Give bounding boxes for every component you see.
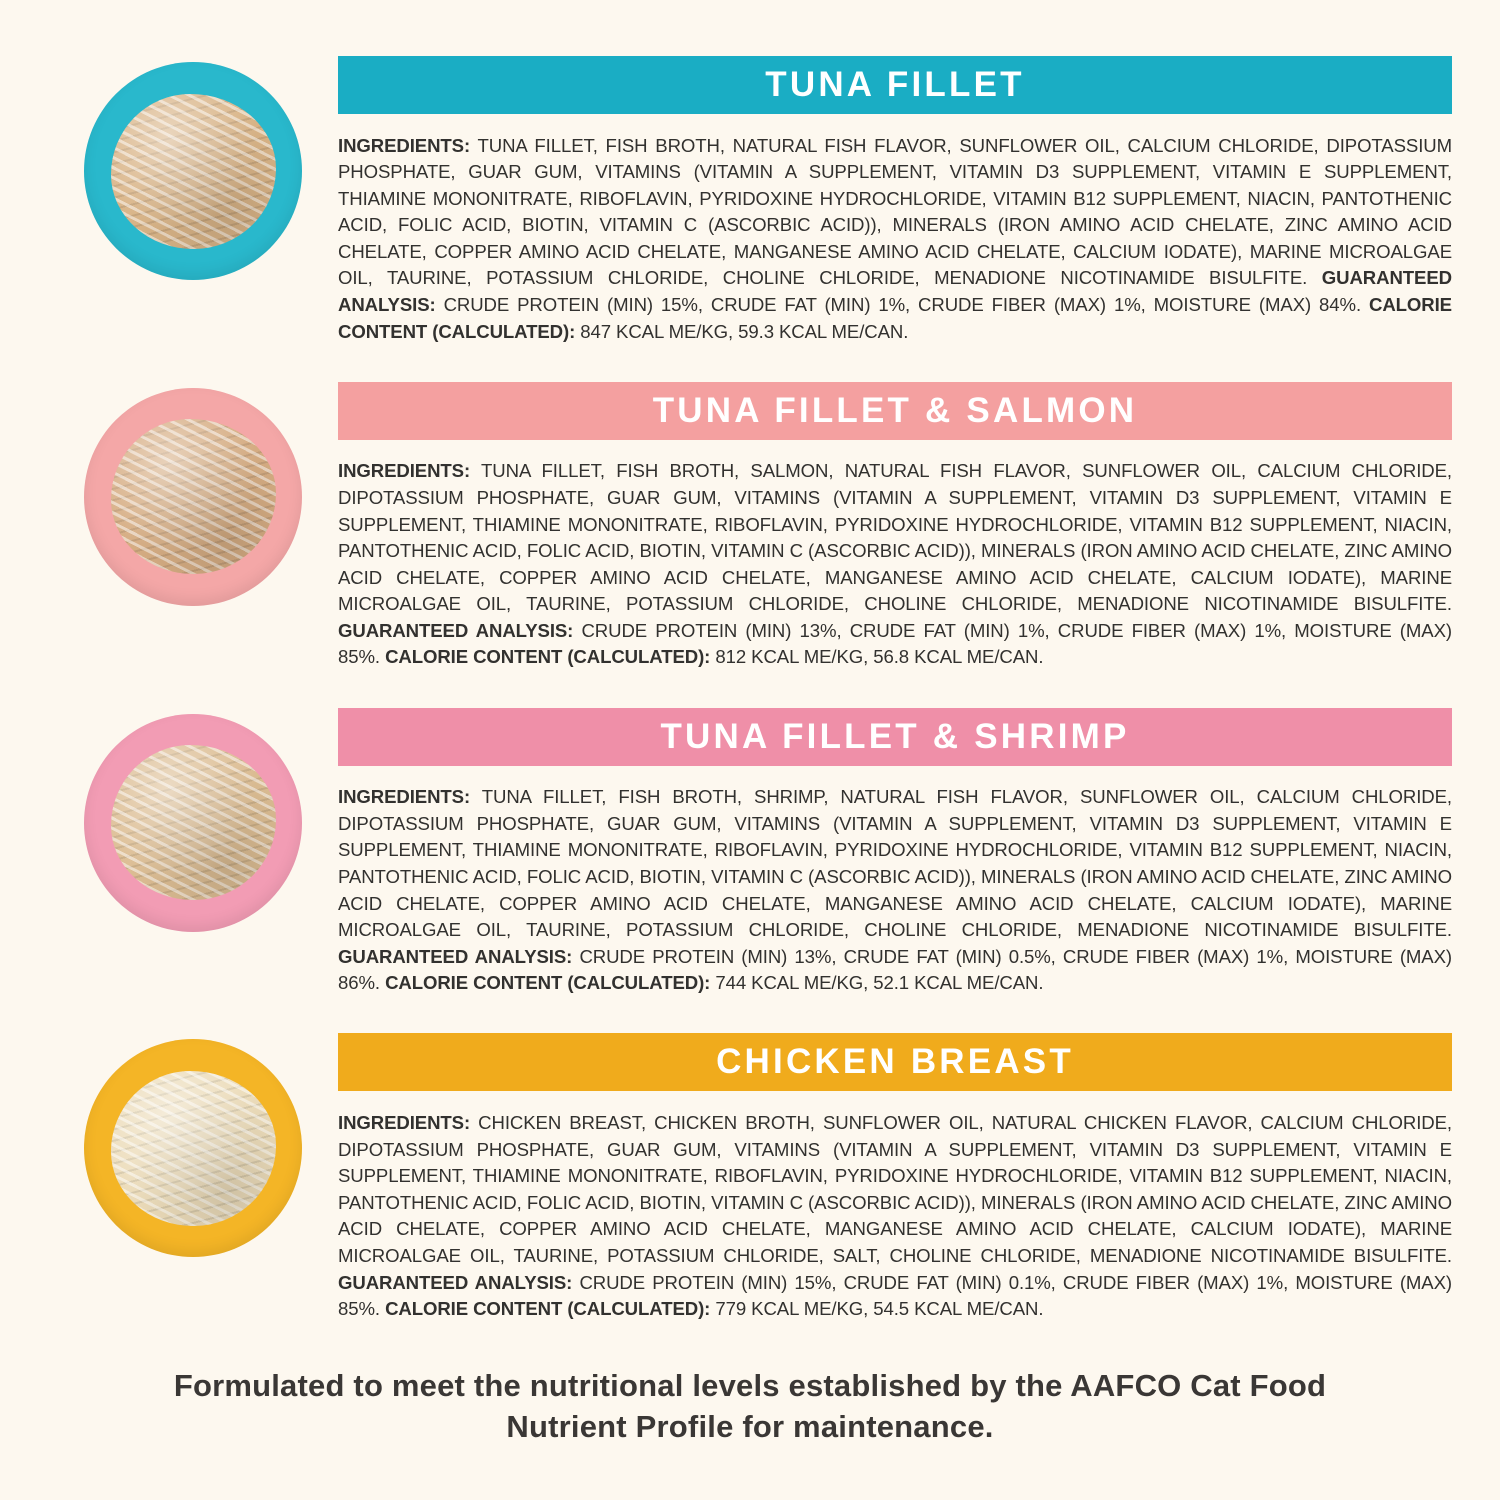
variant-title: TUNA FILLET [765, 65, 1025, 104]
food-portion-icon [111, 419, 276, 574]
calorie-content-text: 847 KCAL ME/KG, 59.3 KCAL ME/CAN. [580, 320, 909, 342]
variant-row [48, 708, 1452, 1016]
plate-icon [84, 1039, 302, 1257]
plate-icon [84, 388, 302, 606]
guaranteed-analysis-text: CRUDE PROTEIN (MIN) 13%, CRUDE FAT (MIN) 1%, CRUDE FIBER (MAX) 1%, MOISTURE (MAX) 85%. [338, 619, 1452, 668]
food-portion-icon [111, 94, 276, 249]
plate-image-cell [48, 382, 338, 606]
calorie-content-label: CALORIE CONTENT (CALCULATED): [385, 972, 711, 994]
variant-content [338, 56, 1452, 364]
plate-image-cell [48, 1033, 338, 1257]
guaranteed-analysis-label: GUARANTEED ANALYSIS: [338, 1271, 573, 1293]
guaranteed-analysis-label: GUARANTEED ANALYSIS: [338, 267, 1452, 316]
ingredients-text: CHICKEN BREAST, CHICKEN BROTH, SUNFLOWER OIL, NATURAL CHICKEN FLAVOR, CALCIUM CHLORIDE, DIPOTASSIUM PHOSPHATE, GUAR GUM, VITAMINS (VITAMIN A SUPPLEMENT, VITAMIN D3 SUPPLEMENT, VITAMIN E SUPPLEMENT, THIAMINE MONONITRATE, RIBOFLAVIN, PYRIDOXINE HYDROCHLORIDE, VITAMIN B12 SUPPLEMENT, NIACIN, PANTOTHENIC ACID, FOLIC ACID, BIOTIN, VITAMIN C (ASCORBIC ACID)), MINERALS (IRON AMINO ACID CHELATE, ZINC AMINO ACID CHELATE, COPPER AMINO ACID CHELATE, MANGANESE AMINO ACID CHELATE, CALCIUM IODATE), MARINE MICROALGAE OIL, TAURINE, POTASSIUM CHLORIDE, SALT, CHOLINE CHLORIDE, MENADIONE NICOTINAMIDE BISULFITE. [338, 1112, 1452, 1266]
calorie-content-label: CALORIE CONTENT (CALCULATED): [338, 294, 1452, 342]
variant-content [338, 708, 1452, 1016]
variant-title: TUNA FILLET & SHRIMP [660, 716, 1130, 756]
plate-icon [84, 62, 302, 280]
food-portion-icon [111, 1071, 276, 1226]
variant-banner [338, 1033, 1452, 1091]
variant-title: TUNA FILLET & SALMON [652, 390, 1138, 430]
plate-image-cell [48, 56, 338, 280]
variant-content [338, 382, 1452, 690]
food-portion-icon [111, 745, 276, 900]
ingredients-label: INGREDIENTS: [338, 460, 471, 482]
guaranteed-analysis-text: CRUDE PROTEIN (MIN) 13%, CRUDE FAT (MIN) 0.5%, CRUDE FIBER (MAX) 1%, MOISTURE (MAX) 86%. [338, 945, 1452, 994]
ingredients-text: TUNA FILLET, FISH BROTH, SHRIMP, NATURAL FISH FLAVOR, SUNFLOWER OIL, CALCIUM CHLORIDE, DIPOTASSIUM PHOSPHATE, GUAR GUM, VITAMINS (VITAMIN A SUPPLEMENT, VITAMIN D3 SUPPLEMENT, VITAMIN E SUPPLEMENT, THIAMINE MONONITRATE, RIBOFLAVIN, PYRIDOXINE HYDROCHLORIDE, VITAMIN B12 SUPPLEMENT, NIACIN, PANTOTHENIC ACID, FOLIC ACID, BIOTIN, VITAMIN C (ASCORBIC ACID)), MINERALS (IRON AMINO ACID CHELATE, ZINC AMINO ACID CHELATE, COPPER AMINO ACID CHELATE, MANGANESE AMINO ACID CHELATE, CALCIUM IODATE), MARINE MICROALGAE OIL, TAURINE, POTASSIUM CHLORIDE, CHOLINE CHLORIDE, MENADIONE NICOTINAMIDE BISULFITE. [338, 786, 1452, 941]
variant-banner [338, 56, 1452, 114]
variant-row [48, 382, 1452, 690]
variant-description [338, 458, 1452, 671]
ingredients-text: TUNA FILLET, FISH BROTH, NATURAL FISH FLAVOR, SUNFLOWER OIL, CALCIUM CHLORIDE, DIPOTASSIUM PHOSPHATE, GUAR GUM, VITAMINS (VITAMIN A SUPPLEMENT, VITAMIN D3 SUPPLEMENT, VITAMIN E SUPPLEMENT, THIAMINE MONONITRATE, RIBOFLAVIN, PYRIDOXINE HYDROCHLORIDE, VITAMIN B12 SUPPLEMENT, NIACIN, PANTOTHENIC ACID, FOLIC ACID, BIOTIN, VITAMIN C (ASCORBIC ACID)), MINERALS (IRON AMINO ACID CHELATE, ZINC AMINO ACID CHELATE, COPPER AMINO ACID CHELATE, MANGANESE AMINO ACID CHELATE, CALCIUM IODATE), MARINE MICROALGAE OIL, TAURINE, POTASSIUM CHLORIDE, CHOLINE CHLORIDE, MENADIONE NICOTINAMIDE BISULFITE. [338, 134, 1452, 289]
variant-title: CHICKEN BREAST [716, 1042, 1074, 1082]
variant-banner [338, 708, 1452, 766]
guaranteed-analysis-text: CRUDE PROTEIN (MIN) 15%, CRUDE FAT (MIN) 1%, CRUDE FIBER (MAX) 1%, MOISTURE (MAX) 84%. [443, 294, 1362, 316]
variant-banner [338, 382, 1452, 440]
guaranteed-analysis-label: GUARANTEED ANALYSIS: [338, 945, 573, 967]
ingredients-label: INGREDIENTS: [338, 786, 471, 808]
calorie-content-label: CALORIE CONTENT (CALCULATED): [385, 1298, 711, 1320]
calorie-content-text: 812 KCAL ME/KG, 56.8 KCAL ME/CAN. [715, 646, 1044, 668]
guaranteed-analysis-text: CRUDE PROTEIN (MIN) 15%, CRUDE FAT (MIN) 0.1%, CRUDE FIBER (MAX) 1%, MOISTURE (MAX) 85%. [338, 1271, 1452, 1320]
variant-row [48, 1033, 1452, 1341]
plate-image-cell [48, 708, 338, 932]
calorie-content-label: CALORIE CONTENT (CALCULATED): [385, 646, 711, 668]
variant-description [338, 133, 1452, 346]
calorie-content-text: 744 KCAL ME/KG, 52.1 KCAL ME/CAN. [715, 972, 1044, 994]
variant-row [48, 56, 1452, 364]
variant-content [338, 1033, 1452, 1341]
guaranteed-analysis-label: GUARANTEED ANALYSIS: [338, 619, 574, 641]
variant-description [338, 1110, 1452, 1323]
aafco-statement: Formulated to meet the nutritional levels established by the AAFCO Cat Food Nutrient Profile for maintenance. [173, 1368, 1327, 1445]
ingredients-text: TUNA FILLET, FISH BROTH, SALMON, NATURAL FISH FLAVOR, SUNFLOWER OIL, CALCIUM CHLORIDE, DIPOTASSIUM PHOSPHATE, GUAR GUM, VITAMINS (VITAMIN A SUPPLEMENT, VITAMIN D3 SUPPLEMENT, VITAMIN E SUPPLEMENT, THIAMINE MONONITRATE, RIBOFLAVIN, PYRIDOXINE HYDROCHLORIDE, VITAMIN B12 SUPPLEMENT, NIACIN, PANTOTHENIC ACID, FOLIC ACID, BIOTIN, VITAMIN C (ASCORBIC ACID)), MINERALS (IRON AMINO ACID CHELATE, ZINC AMINO ACID CHELATE, COPPER AMINO ACID CHELATE, MANGANESE AMINO ACID CHELATE, CALCIUM IODATE), MARINE MICROALGAE OIL, TAURINE, POTASSIUM CHLORIDE, CHOLINE CHLORIDE, MENADIONE NICOTINAMIDE BISULFITE. [338, 460, 1452, 615]
calorie-content-text: 779 KCAL ME/KG, 54.5 KCAL ME/CAN. [715, 1298, 1044, 1320]
ingredients-label: INGREDIENTS: [338, 1112, 471, 1134]
plate-icon [84, 714, 302, 932]
variant-description [338, 784, 1452, 997]
ingredients-label: INGREDIENTS: [338, 134, 471, 156]
